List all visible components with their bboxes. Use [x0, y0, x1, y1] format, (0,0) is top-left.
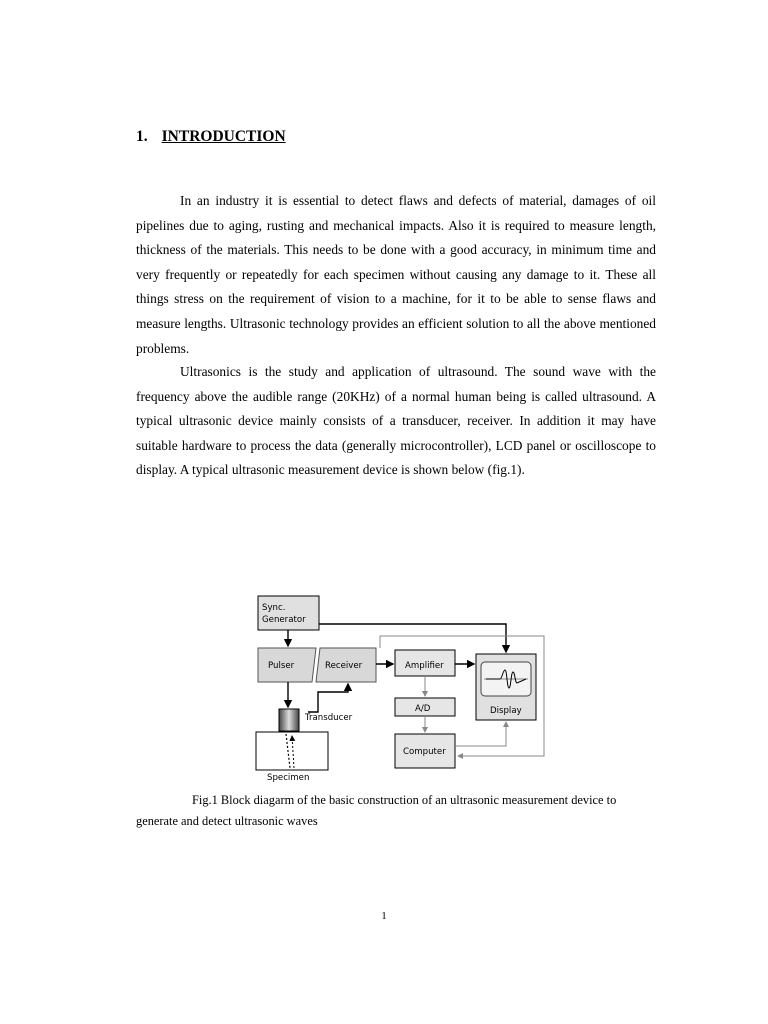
specimen-label: Specimen [267, 773, 310, 782]
ad-label: A/D [415, 704, 431, 714]
transducer-label: Transducer [305, 713, 353, 723]
pulser-label: Pulser [268, 661, 295, 671]
block-diagram-figure [248, 588, 548, 782]
amplifier-label: Amplifier [405, 661, 444, 671]
receiver-label: Receiver [325, 661, 363, 671]
computer-label: Computer [403, 747, 446, 757]
section-heading [136, 128, 286, 146]
section-title: INTRODUCTION [161, 128, 286, 145]
specimen-box [256, 732, 328, 770]
sync-label-line1: Sync. [262, 603, 286, 613]
figure-caption: Fig.1 Block diagarm of the basic construction of an ultrasonic measurement device to generate and detect ultrasonic waves [136, 793, 617, 828]
sync-label-line2: Generator [262, 615, 306, 625]
paragraph-2: Ultrasonics is the study and application of ultrasound. The sound wave with the frequency above the audible range (20KHz) of a normal human being is called ultrasound. A typical ultrasonic device mainly consists of a transducer, receiver. In addition it may have suitable hardware to process the data (generally microcontroller), LCD panel or oscilloscope to display. A typical ultrasonic measurement device is shown below (fig.1). [136, 364, 656, 478]
section-number: 1. [136, 128, 148, 145]
page-number: 1 [381, 910, 387, 922]
paragraph-1: In an industry it is essential to detect flaws and defects of material, damages of oil pipelines due to aging, rusting and mechanical impacts. Also it is required to measure length, thickness of the materials. This needs to be done with a good accuracy, in minimum time and very frequently or repeatedly for each specimen without causing any damage to it. These all things stress on the requirement of vision to a machine, for it to be able to sense flaws and measure lengths. Ultrasonic technology provides an efficient solution to all the above mentioned problems. [136, 193, 656, 356]
block-diagram [248, 588, 548, 782]
display-label: Display [490, 706, 522, 716]
transducer-icon [279, 709, 299, 731]
